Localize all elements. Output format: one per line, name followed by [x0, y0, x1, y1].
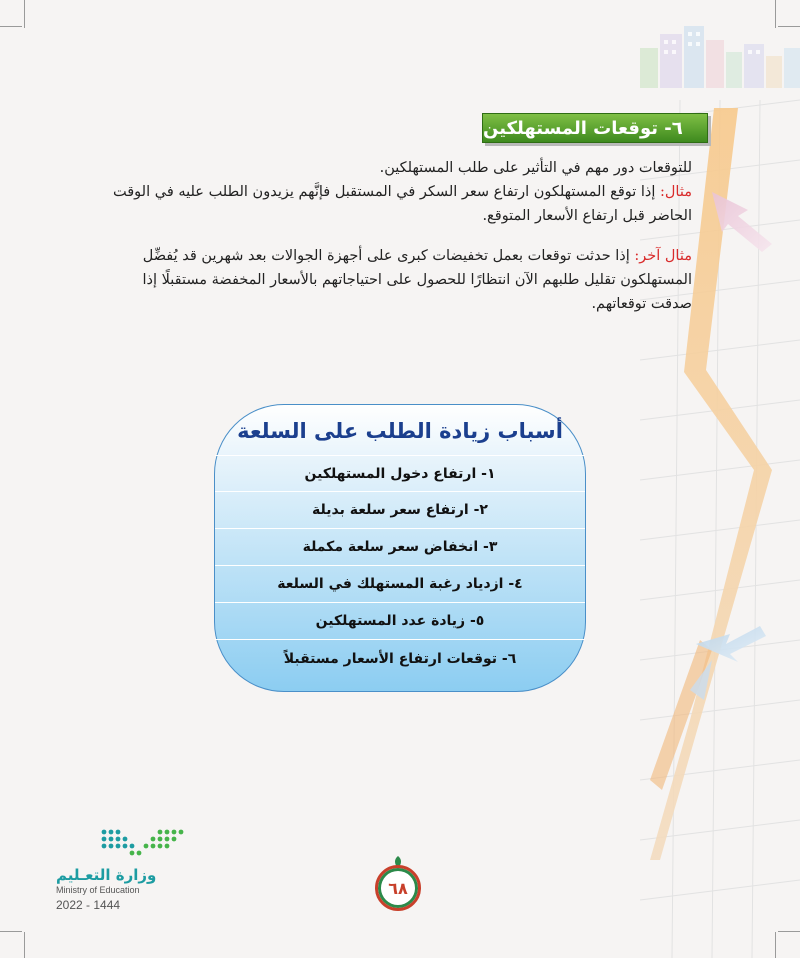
demand-increase-reasons-card — [214, 404, 586, 692]
intro-paragraph — [108, 156, 692, 180]
example-paragraph — [108, 180, 692, 228]
section-heading — [482, 113, 708, 143]
reason-item: ٦- توقعات ارتفاع الأسعار مستقبلاً — [283, 650, 517, 667]
ministry-name-arabic: وزارة التعـليم — [56, 866, 157, 884]
reason-item: ٥- زيادة عدد المستهلكين — [215, 603, 585, 640]
example-text: إذا توقع المستهلكون ارتفاع سعر السكر في المستقبل فإنَّهم يزيدون الطلب عليه في الوقت الحاضر قبل ارتفاع الأسعار المتوقع. — [113, 184, 692, 224]
reason-item: ٤- ازدياد رغبة المستهلك في السلعة — [215, 566, 585, 603]
reason-item: ١- ارتفاع دخول المستهلكين — [215, 455, 585, 492]
another-example-label: مثال آخر: — [634, 248, 692, 264]
page-number-badge — [375, 865, 421, 911]
edition-year: 2022 - 1444 — [56, 898, 121, 912]
another-example-paragraph — [108, 244, 692, 316]
reasons-title: أسباب زيادة الطلب على السلعة — [237, 419, 563, 443]
reason-item: ٣- انخفاض سعر سلعة مكملة — [215, 529, 585, 566]
section-heading-text: ٦- توقعات المستهلكين — [483, 117, 683, 139]
another-example-text: إذا حدثت توقعات بعمل تخفيضات كبرى على أجهزة الجوالات بعد شهرين قد يُفضِّل المستهلكون تقليل طلبهم الآن انتظارًا للحصول على احتياجاتهم بالأسعار المخفضة مستقبلًا إذا صدقت توقعاتهم. — [142, 248, 692, 312]
page-number: ٦٨ — [388, 878, 408, 898]
ministry-name-english: Ministry of Education — [56, 885, 140, 895]
reason-item: ٢- ارتفاع سعر سلعة بديلة — [215, 492, 585, 529]
ministry-logo-icon — [98, 826, 190, 860]
example-label: مثال: — [660, 184, 692, 200]
intro-text: للتوقعات دور مهم في التأثير على طلب المستهلكين. — [379, 160, 692, 176]
